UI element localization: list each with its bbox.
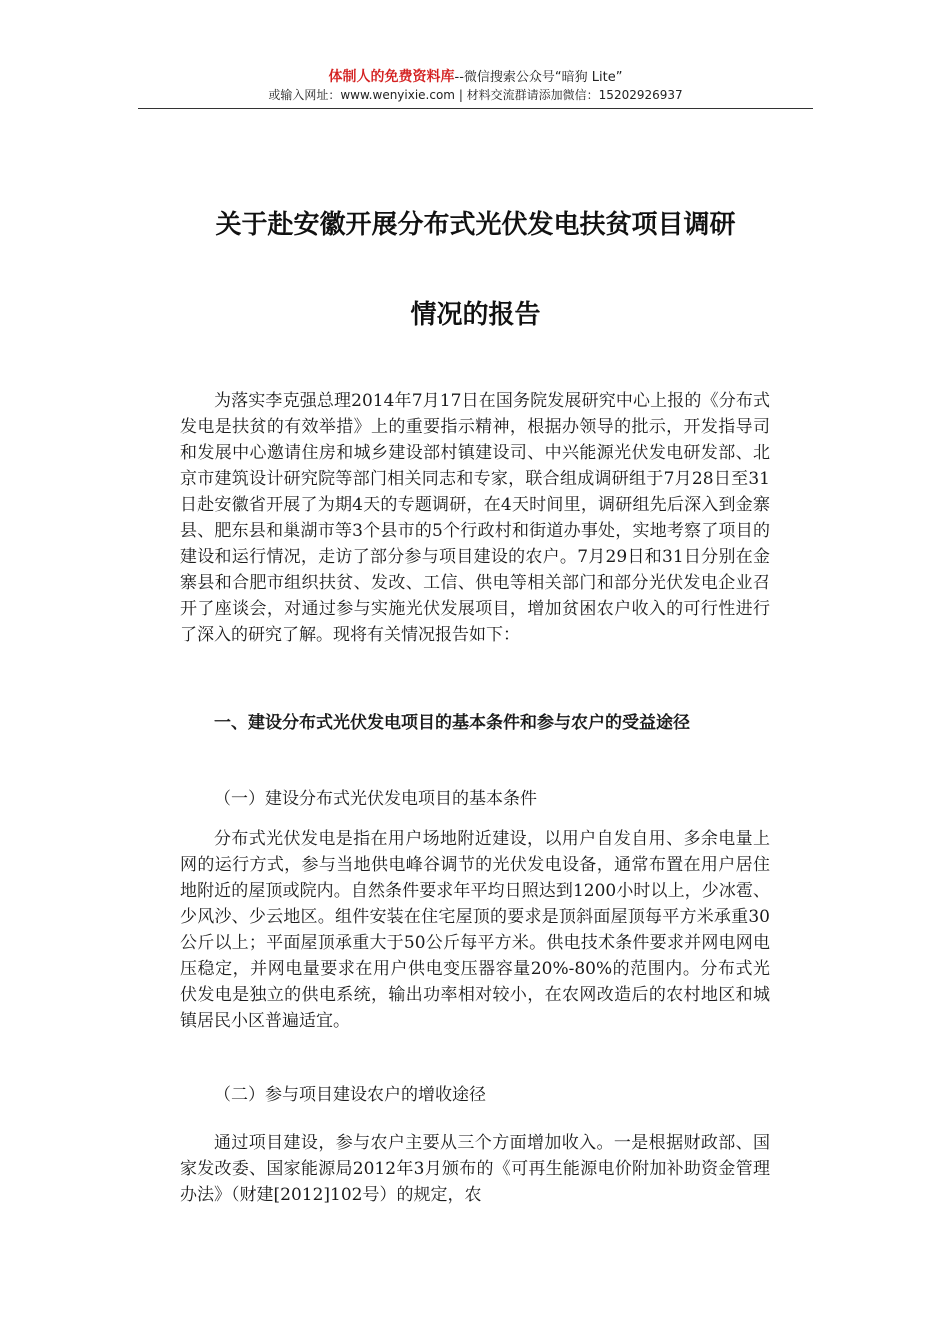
header-subtitle: --微信搜索公众号“暗狗 Lite” [454, 70, 623, 85]
page-header [138, 68, 813, 104]
paragraph-intro: 为落实李克强总理2014年7月17日在国务院发展研究中心上报的《分布式发电是扶贫的有效举措》上的重要指示精神，根据办领导的批示，开发指导司和发展中心邀请住房和城乡建设部村镇建设司、中兴能源光伏发电研发部、北京市建筑设计研究院等部门相关同志和专家，联合组成调研组于7月28日至31日赴安徽省开展了为期4天的专题调研，在4天时间里，调研组先后深入到金寨县、肥东县和巢湖市等3个县市的5个行政村和街道办事处，实地考察了项目的建设和运行情况，走访了部分参与项目建设的农户。7月29日和31日分别在金寨县和合肥市组织扶贫、发改、工信、供电等相关部门和部分光伏发电企业召开了座谈会，对通过参与实施光伏发展项目，增加贫困农户收入的可行性进行了深入的研究了解。现将有关情况报告如下： [180, 391, 770, 645]
subsection-heading-1: （一）建设分布式光伏发电项目的基本条件 [214, 789, 537, 809]
section-heading-1: 一、建设分布式光伏发电项目的基本条件和参与农户的受益途径 [214, 713, 690, 733]
document-title-line1: 关于赴安徽开展分布式光伏发电扶贫项目调研 [215, 210, 736, 240]
paragraph-basic-conditions: 分布式光伏发电是指在用户场地附近建设，以用户自发自用、多余电量上网的运行方式，参与当地供电峰谷调节的光伏发电设备，通常布置在用户居住地附近的屋顶或院内。自然条件要求年平均日照达到1200小时以上，少冰雹、少风沙、少云地区。组件安装在住宅屋顶的要求是顶斜面屋顶每平方米承重30公斤以上；平面屋顶承重大于50公斤每平方米。供电技术条件要求并网电网电压稳定，并网电量要求在用户供电变压器容量20%-80%的范围内。分布式光伏发电是独立的供电系统，输出功率相对较小，在农网改造后的农村地区和城镇居民小区普遍适宜。 [180, 829, 770, 1031]
header-brand: 体制人的免费资料库 [328, 69, 455, 85]
paragraph-income-paths: 通过项目建设，参与农户主要从三个方面增加收入。一是根据财政部、国家发改委、国家能源局2012年3月颁布的《可再生能源电价附加补助资金管理办法》（财建[2012]102号）的规定，农 [180, 1133, 770, 1205]
header-line1 [138, 68, 813, 87]
header-website-line: 或输入网址：www.wenyixie.com | 材料交流群请添加微信：15202926937 [268, 88, 683, 102]
document-title-line2: 情况的报告 [410, 300, 541, 330]
header-divider [138, 108, 813, 109]
subsection-heading-2: （二）参与项目建设农户的增收途径 [214, 1085, 486, 1105]
